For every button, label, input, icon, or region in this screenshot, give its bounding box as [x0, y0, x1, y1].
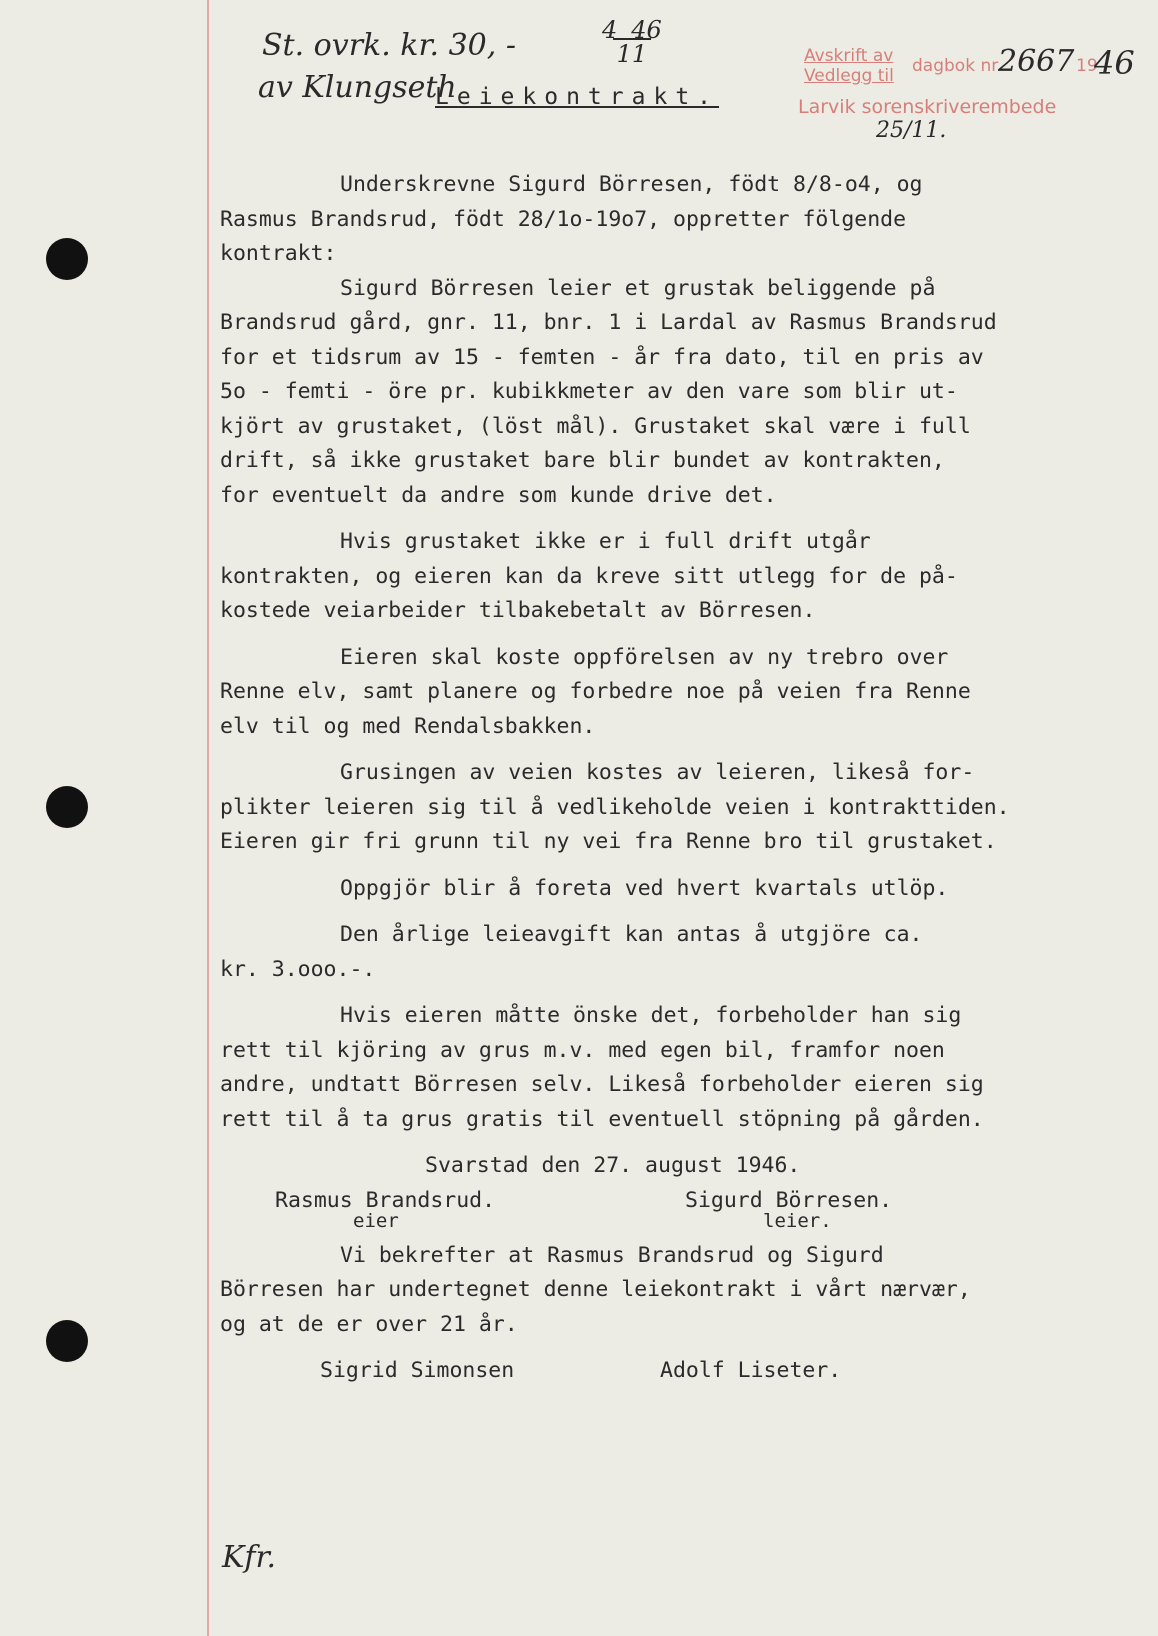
- margin-note-date-year: 46: [631, 16, 662, 44]
- contract-body: [220, 168, 1120, 1389]
- paragraph-line: kjört av grustaket, (löst mål). Grustaket skal være i full: [220, 413, 971, 439]
- paragraph-line: Sigurd Börresen leier et grustak beliggende på: [340, 275, 936, 301]
- paragraph-line: kostede veiarbeider tilbakebetalt av Börresen.: [220, 598, 816, 623]
- punch-hole-top: [46, 238, 88, 280]
- paragraph-line: for eventuelt da andre som kunde drive det.: [220, 482, 777, 508]
- witness-right: Adolf Liseter.: [660, 1358, 842, 1383]
- document-title: Leiekontrakt.: [435, 84, 720, 110]
- punch-hole-bottom: [46, 1320, 88, 1362]
- witness-line: og at de er over 21 år.: [220, 1311, 518, 1337]
- margin-note-date: [602, 18, 662, 66]
- margin-note-date-den: 11: [613, 38, 652, 68]
- paragraph-line: Renne elv, samt planere og forbedre noe på veien fra Renne: [220, 679, 971, 704]
- paragraph-line: elv til og med Rendalsbakken.: [220, 713, 596, 739]
- stamp-avskrift: Avskrift av: [804, 46, 894, 66]
- stamp-office: Larvik sorenskriverembede: [798, 96, 1057, 118]
- paragraph-line: Grusingen av veien kostes av leieren, likeså for-: [340, 760, 975, 785]
- paragraph-line: plikter leieren sig til å vedlikeholde veien i kontrakttiden.: [220, 794, 1010, 820]
- witness-line: Vi bekrefter at Rasmus Brandsrud og Sigurd: [340, 1242, 884, 1268]
- paragraph-line: Oppgjör blir å foreta ved hvert kvartals utlöp.: [340, 875, 949, 901]
- margin-note-line1: St. ovrk. kr. 30, -: [262, 28, 516, 63]
- margin-note-line2: av Klungseth: [258, 70, 457, 105]
- paragraph-line: for et tidsrum av 15 - femten - år fra dato, til en pris av: [220, 344, 984, 370]
- stamp-year-prefix: 19: [1076, 56, 1098, 76]
- paragraph-line: rett til å ta grus gratis til eventuell stöpning på gården.: [220, 1106, 984, 1132]
- paragraph-line: Den årlige leieavgift kan antas å utgjöre ca.: [340, 922, 923, 947]
- stamp-year: 46: [1094, 44, 1135, 82]
- witness-line: Börresen har undertegnet denne leiekontrakt i vårt nærvær,: [220, 1277, 971, 1302]
- margin-note-date-num: 4: [602, 16, 618, 44]
- paragraph-line: drift, så ikke grustaket bare blir bundet av kontrakten,: [220, 448, 945, 473]
- stamp-date: 25/11.: [876, 118, 947, 143]
- paragraph-line: rett til kjöring av grus m.v. med egen bil, framfor noen: [220, 1037, 945, 1063]
- paragraph-line: kontrakten, og eieren kan da kreve sitt utlegg for de på-: [220, 563, 958, 589]
- stamp-dagbok: dagbok nr: [912, 56, 999, 76]
- paragraph-line: Hvis eieren måtte önske det, forbeholder han sig: [340, 1003, 962, 1028]
- stamp-number: 2667: [998, 44, 1075, 79]
- margin-line: [207, 0, 209, 1636]
- witness-left: Sigrid Simonsen: [320, 1358, 515, 1383]
- paragraph-line: Hvis grustaket ikke er i full drift utgår: [340, 529, 871, 554]
- paragraph-line: Rasmus Brandsrud, födt 28/1o-19o7, oppretter fölgende: [220, 206, 907, 232]
- signature-left-name: Rasmus Brandsrud.: [275, 1187, 496, 1213]
- paragraph-line: andre, undtatt Börresen selv. Likeså forbeholder eieren sig: [220, 1072, 984, 1097]
- signature-right-role: leier.: [763, 1210, 832, 1232]
- paragraph-line: Underskrevne Sigurd Börresen, födt 8/8-o4, og: [340, 172, 923, 197]
- paragraph-line: Eieren gir fri grunn til ny vei fra Renne bro til grustaket.: [220, 829, 997, 854]
- witness-signatures: [220, 1354, 1120, 1389]
- punch-hole-middle: [46, 786, 88, 828]
- paragraph-line: Brandsrud gård, gnr. 11, bnr. 1 i Lardal av Rasmus Brandsrud: [220, 310, 997, 335]
- paragraph-line: Eieren skal koste oppförelsen av ny trebro over: [340, 644, 949, 670]
- initials: Kfr.: [222, 1540, 277, 1575]
- paragraph-line: kr. 3.ooo.-.: [220, 956, 376, 982]
- signature-right-name: Sigurd Börresen.: [685, 1187, 893, 1213]
- stamp-vedlegg: Vedlegg til: [804, 66, 894, 86]
- signature-left-role: eier: [353, 1210, 399, 1232]
- place-date: Svarstad den 27. august 1946.: [425, 1153, 801, 1178]
- paragraph-line: kontrakt:: [220, 241, 337, 266]
- paragraph-line: 5o - femti - öre pr. kubikkmeter av den vare som blir ut-: [220, 379, 958, 404]
